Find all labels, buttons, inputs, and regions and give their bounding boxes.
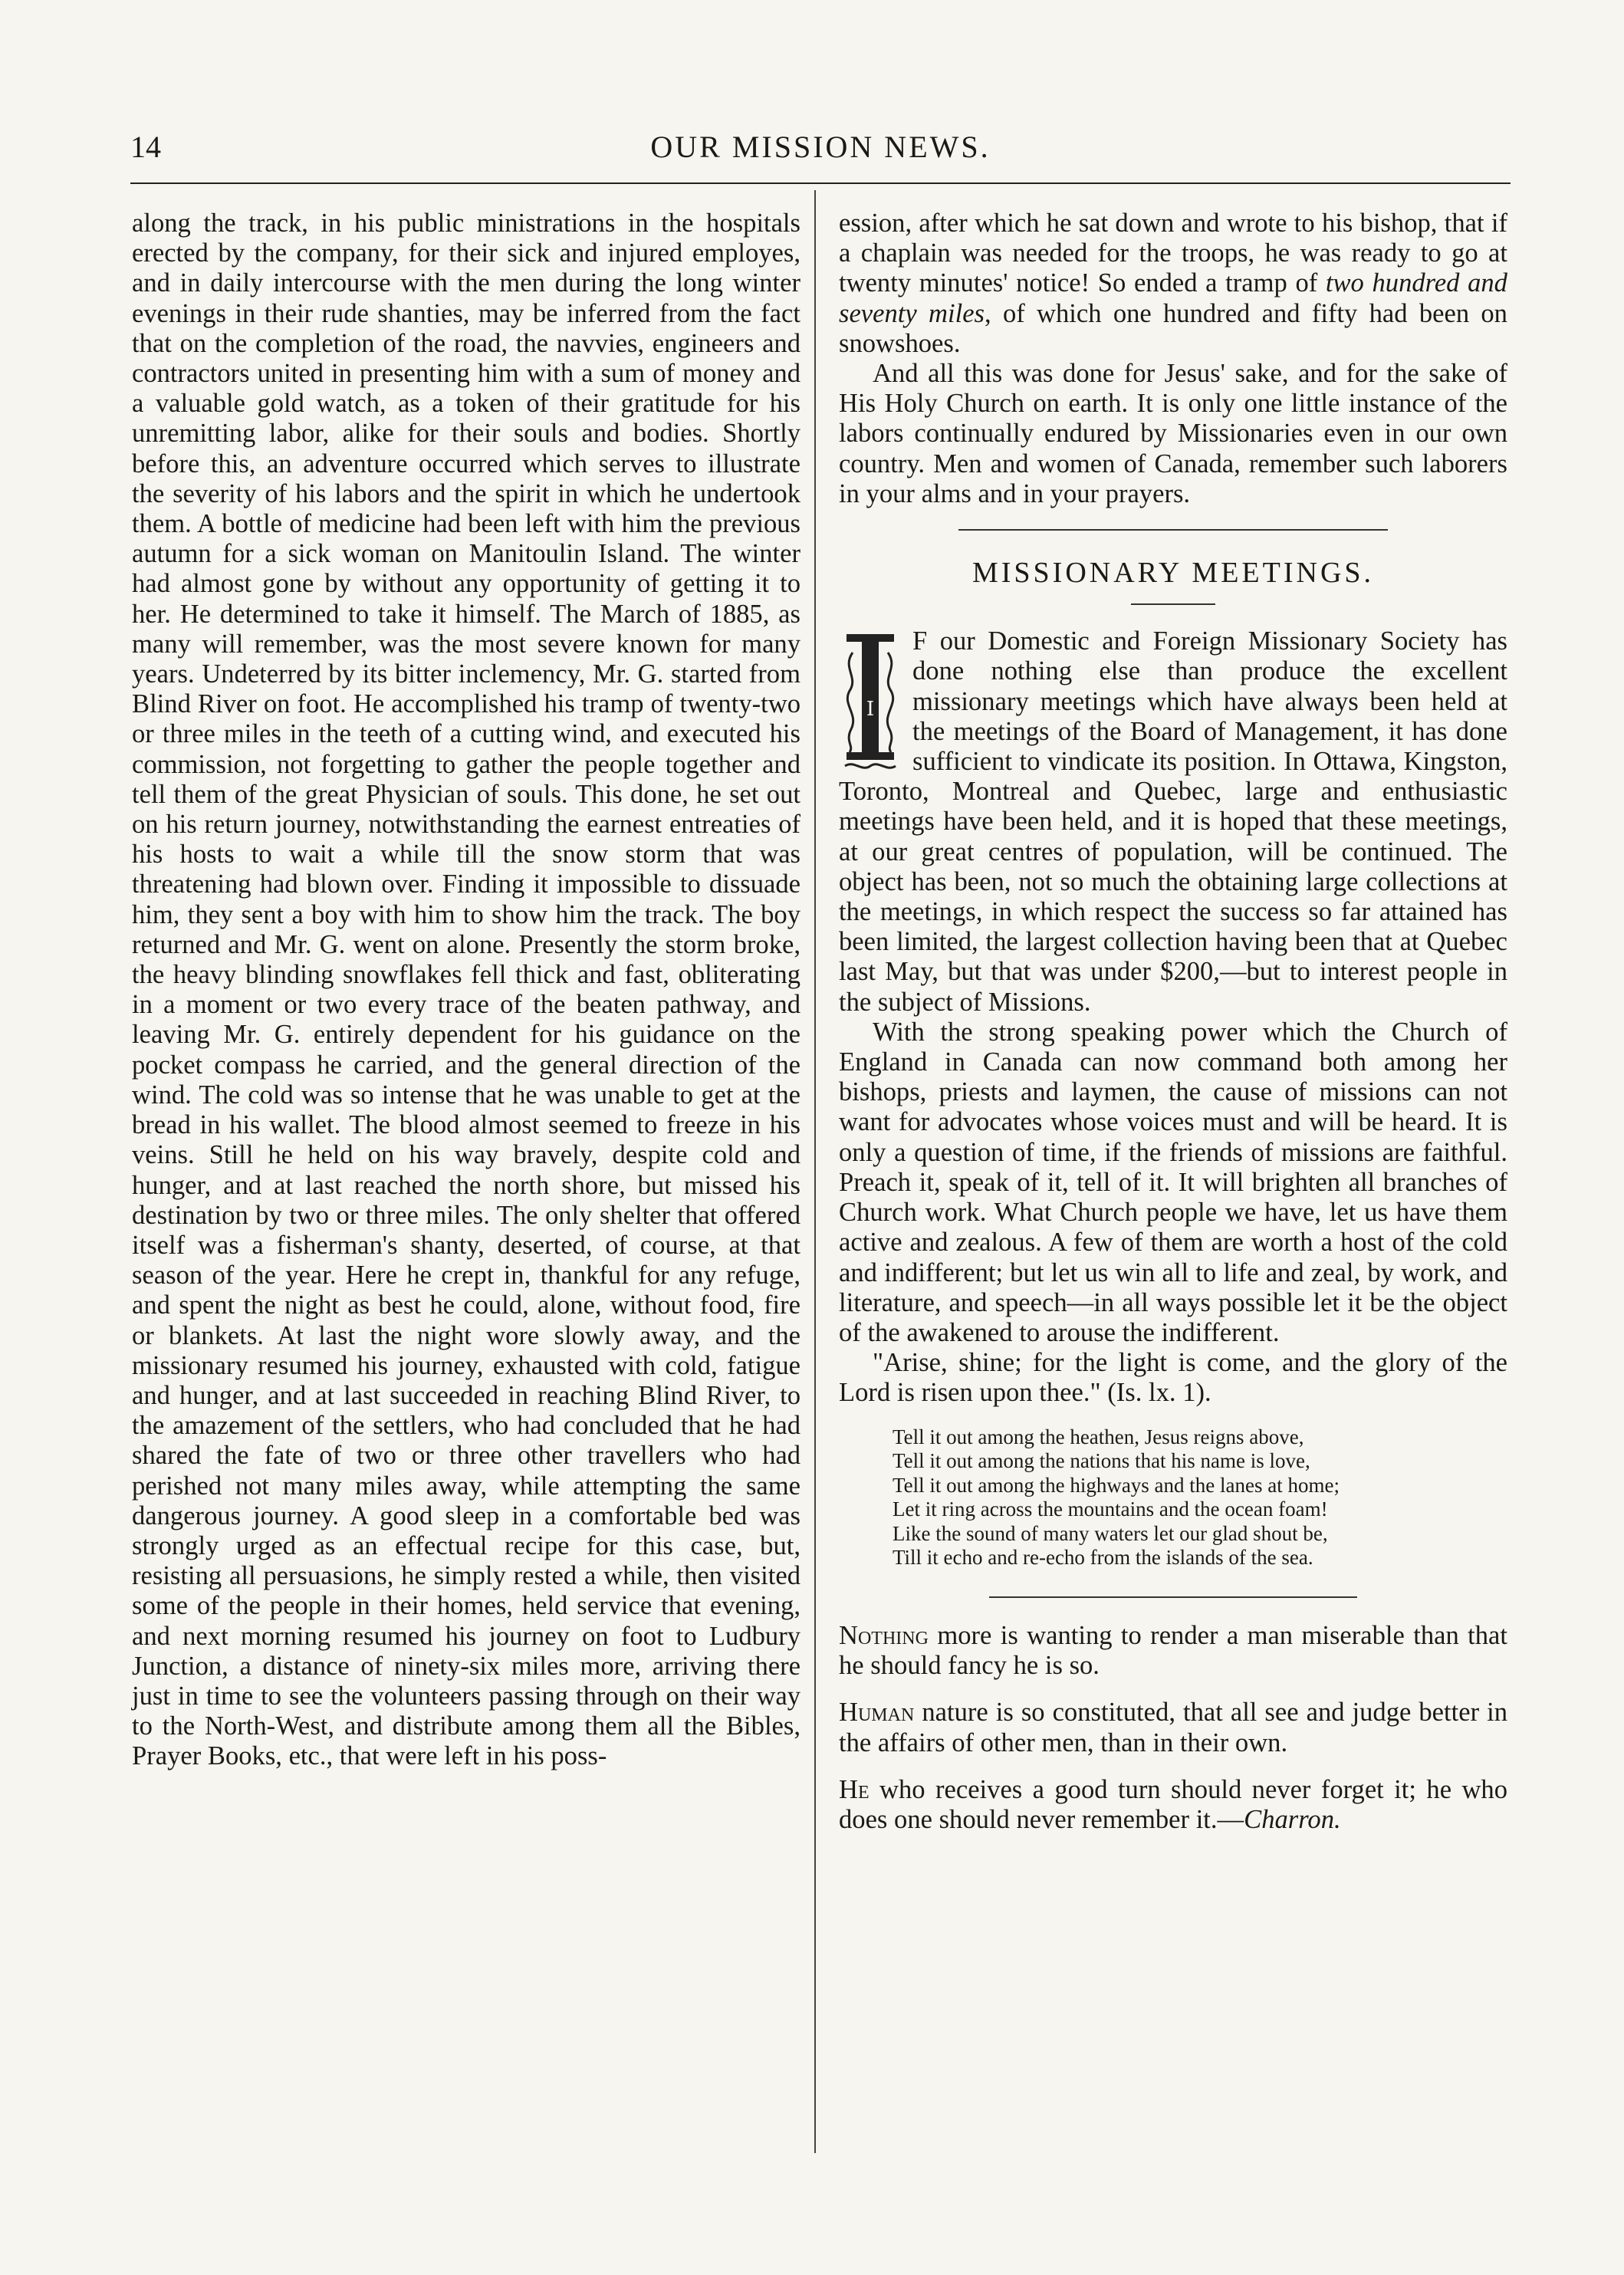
maxim-attribution: Charron. [1244,1805,1341,1835]
page-number: 14 [130,130,161,164]
meetings-paragraph-1: F our Domestic and Foreign Missionary Society has done nothing else than produce the excellent missionary meetings which have always been held at the meetings of the Board of Management, it has done sufficient to vindicate its position. In Ottawa, Kingston, Toronto, Montreal and Quebec, large and enthusiastic meetings have been held, and it is hoped that these meetings, at our great centres of population, will be continued. The object has been, not so much the obtaining large collections at the meetings, in which respect the success so far attained has been limited, the largest collection having been that at Quebec last May, but that was under $200,—but to interest people in the subject of Missions. [839,626,1507,1017]
maxim [839,1775,1507,1835]
maxim-text: more is wanting to render a man miserable than that he should fancy he is so. [839,1621,1507,1681]
left-column-paragraph: along the track, in his public ministrations in the hospitals erected by the company, for their sick and injured employes, and in daily intercourse with the men during the long winter evenings in their rude shanties, may be inferred from the fact that on the completion of the road, the navvies, engineers and contractors united in presenting him with a sum of money and a valuable gold watch, as a token of their gratitude for his unremitting labor, alike for their souls and bodies. Shortly before this, an adventure occurred which serves to illustrate the severity of his labors and the spirit in which he undertook them. A bottle of medicine had been left with him the previous autumn for a sick woman on Manitoulin Island. The winter had almost gone by without any opportunity of getting it to her. He determined to take it himself. The March of 1885, as many will remember, was the most severe known for many years. Undeterred by its bitter inclemency, Mr. G. started from Blind River on foot. He accomplished his tramp of twenty-two or three miles in the teeth of a cutting wind, and executed his commission, not forgetting to gather the people together and tell them of the great Physician of souls. This done, he set out on his return journey, notwithstanding the earnest entreaties of his hosts to wait a while till the snow storm that was threatening had blown over. Finding it impossible to dissuade him, they sent a boy with him to show him the track. The boy returned and Mr. G. went on alone. Presently the storm broke, the heavy blinding snowflakes fell thick and fast, obliterating in a moment or two every trace of the beaten pathway, and leaving Mr. G. entirely dependent for his guidance on the pocket compass he carried, and the general direction of the wind. The cold was so intense that he was unable to get at the bread in his wallet. The blood almost seemed to freeze in his veins. Still he held on his way bravely, despite cold and hunger, and at last reached the north shore, but missed his destination by two or three miles. The only shelter that offered itself was a fisherman's shanty, deserted, of course, at that season of the year. Here he crept in, thankful for any refuge, and spent the night as best he could, alone, without food, fire or blankets. At last the night wore slowly away, and the missionary resumed his journey, exhausted with cold, fatigue and hunger, and at last succeeded in reaching Blind River, to the amazement of the settlers, who had concluded that he had shared the fate of two or three other travellers who had perished not many miles away, while attempting the same dangerous journey. A good sleep in a comfortable bed was strongly urged as an effectual recipe for this case, but, resisting all persuasions, he simply rested a while, then visited some of the people in their homes, held service that evening, and next morning resumed his journey on foot to Ludbury Junction, a distance of ninety-six miles more, arriving there just in time to see the volunteers passing through on their way to the North-West, and distribute among them all the Bibles, Prayer Books, etc., that were left in his poss- [132,209,800,1771]
hymn-line: Tell it out among the nations that his name is love, [893,1449,1310,1473]
continuation-text-b: , of which one hundred and fifty had been on snowshoes. [839,298,1507,358]
continuation-text-a: ession, after which he sat down and wrote to his bishop, that if a chaplain was needed for the troops, he was ready to go at twenty minutes' notice! So ended a tramp of [839,209,1507,298]
meetings-paragraph-2: With the strong speaking power which the Church of England in Canada can now command both among her bishops, priests and laymen, the cause of missions can not want for advocates whose voices must and will be heard. It is only a question of time, if the friends of missions are faithful. Preach it, speak of it, tell of it. It will brighten all branches of Church work. What Church people we have, let us have them active and zealous. A few of them are worth a host of the cold and indifferent; but let us win all to life and zeal, by work, and literature, and speech—in all ways possible let it be the object of the awakened to arouse the indifferent. [839,1017,1507,1347]
continuation-paragraph [839,209,1507,359]
continuation-italic: two hundred and seventy miles [839,268,1507,328]
svg-text:I: I [866,698,875,722]
maxim-text: who receives a good turn should never forget it; he who does one should never remember it.— [839,1774,1507,1835]
ornamental-drop-cap-icon [839,630,902,775]
right-column [839,209,1507,1852]
maxim-lead: Nothing [839,1621,929,1651]
column-rule [814,190,816,2153]
maxim [839,1621,1507,1681]
scripture-quote: "Arise, shine; for the light is come, and the glory of the Lord is risen upon thee." (Is. lx. 1). [839,1348,1507,1408]
hymn-line: Till it echo and re-echo from the islands of the sea. [893,1546,1313,1570]
maxim-lead: He [839,1774,870,1804]
title-dash [1131,603,1215,605]
hymn-line: Tell it out among the highways and the lanes at home; [893,1473,1340,1497]
maxim-lead: Human [839,1698,915,1728]
meetings-article [839,626,1507,1018]
hymn-line: Let it ring across the mountains and the ocean foam! [893,1497,1328,1521]
closing-paragraph: And all this was done for Jesus' sake, and for the sake of His Holy Church on earth. It is only one little instance of the labors continually endured by Missionaries even in our own country. Men and women of Canada, remember such laborers in your alms and in your prayers. [839,359,1507,508]
hymn-line: Like the sound of many waters let our glad shout be, [893,1521,1328,1545]
maxims-divider [989,1596,1357,1598]
drop-cap [839,630,902,775]
header-rule [130,182,1511,184]
left-column [132,209,800,1772]
running-title: OUR MISSION NEWS. [650,130,991,164]
section-title: MISSIONARY MEETINGS. [971,557,1375,590]
hymn-verse [893,1425,1507,1571]
section-divider [958,529,1388,531]
hymn-line: Tell it out among the heathen, Jesus reigns above, [893,1425,1304,1448]
maxim-text: nature is so constituted, that all see and judge better in the affairs of other men, than in their own. [839,1698,1507,1757]
maxim [839,1698,1507,1757]
page-header [130,129,1511,170]
